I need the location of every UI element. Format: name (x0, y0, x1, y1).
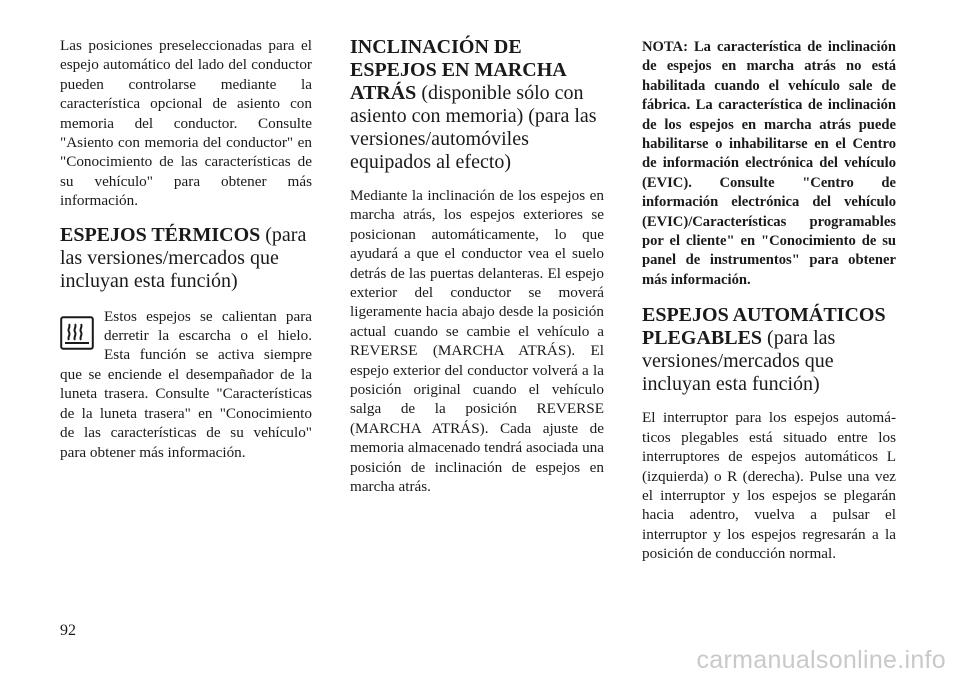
heading-qualifier: (para las versiones/mercados que incluyan esta función) (642, 327, 836, 396)
heading-qualifier: (para las versiones/mercados que incluyan esta función) (60, 223, 307, 292)
column-2 (350, 36, 604, 497)
reverse-tilt-paragraph: Mediante la inclinación de los espejos en marcha atrás, los espejos exteriores se posicionan automáticamente, lo que ayudará a que el conductor vea el suelo detrás de las puertas delanteras. El espejo exterior del conductor se moverá ligeramente hacia abajo desde la posición actual cuando se cambie el vehículo a REVERSE (MARCHA ATRÁS). El espejo exterior del conductor volverá a la posición original cuando el vehículo salga de la posición REVERSE (MARCHA ATRÁS). Cada ajuste de memoria almacenado tendrá asociada una posición de inclinación de espejos en marcha atrás. (350, 187, 604, 496)
watermark: carmanualsonline.info (696, 646, 946, 674)
heading-main: INCLINACIÓN DE ESPEJOS EN MARCHA ATRÁS (350, 36, 566, 104)
heading-qualifier: (disponible sólo con asiento con memoria) (para las versiones/automóviles equipados al efecto) (350, 82, 597, 173)
reverse-tilt-heading (350, 36, 604, 174)
rear-defroster-icon (60, 316, 94, 350)
heading-main: ESPEJOS TÉRMICOS (60, 223, 261, 246)
page-number: 92 (60, 622, 76, 639)
heated-mirrors-heading (60, 224, 312, 293)
intro-paragraph: Las posiciones preseleccionadas para el espejo automático del lado del conductor pueden controlarse mediante la característica opcional de asiento con memoria del conductor. Consulte "Asiento con memoria del conductor" en "Conocimiento de las características de su vehículo" para obtener más información. (60, 37, 312, 210)
column-1 (60, 36, 312, 462)
note-paragraph: NOTA: La característica de inclinación de espejos en marcha atrás no está habilitada cuando el vehículo sale de fábrica. La característica de inclinación de los espejos en marcha atrás puede habilitarse o inhabilitarse en el Centro de información electrónica del vehículo (EVIC). Consulte "Centro de información electrónica del vehículo (EVIC)/Características programables por el cliente" en "Conocimiento de su panel de instrumentos" para obtener más información. (642, 39, 896, 288)
power-fold-heading (642, 304, 896, 396)
power-fold-paragraph: El interruptor para los espejos automáticos plegables está situado entre los interruptores de espejos automáticos L (izquierda) o R (derecha). Pulse una vez el interruptor y los espejos se plegarán hacia adentro, vuelva a pulsar el interruptor y los espejos regresarán a la posición de conducción normal. (642, 409, 896, 563)
heading-main: ESPEJOS AUTOMÁTICOS PLEGABLES (642, 304, 886, 350)
heated-mirrors-paragraph: Estos espejos se calientan para derretir la escarcha o el hielo. Esta función se activa siempre que se enciende el desempañador de la luneta trasera. Consulte "Características de la luneta trasera" en "Conocimiento de las características de su vehículo" para obtener más información. (60, 307, 312, 461)
column-3 (642, 36, 896, 564)
